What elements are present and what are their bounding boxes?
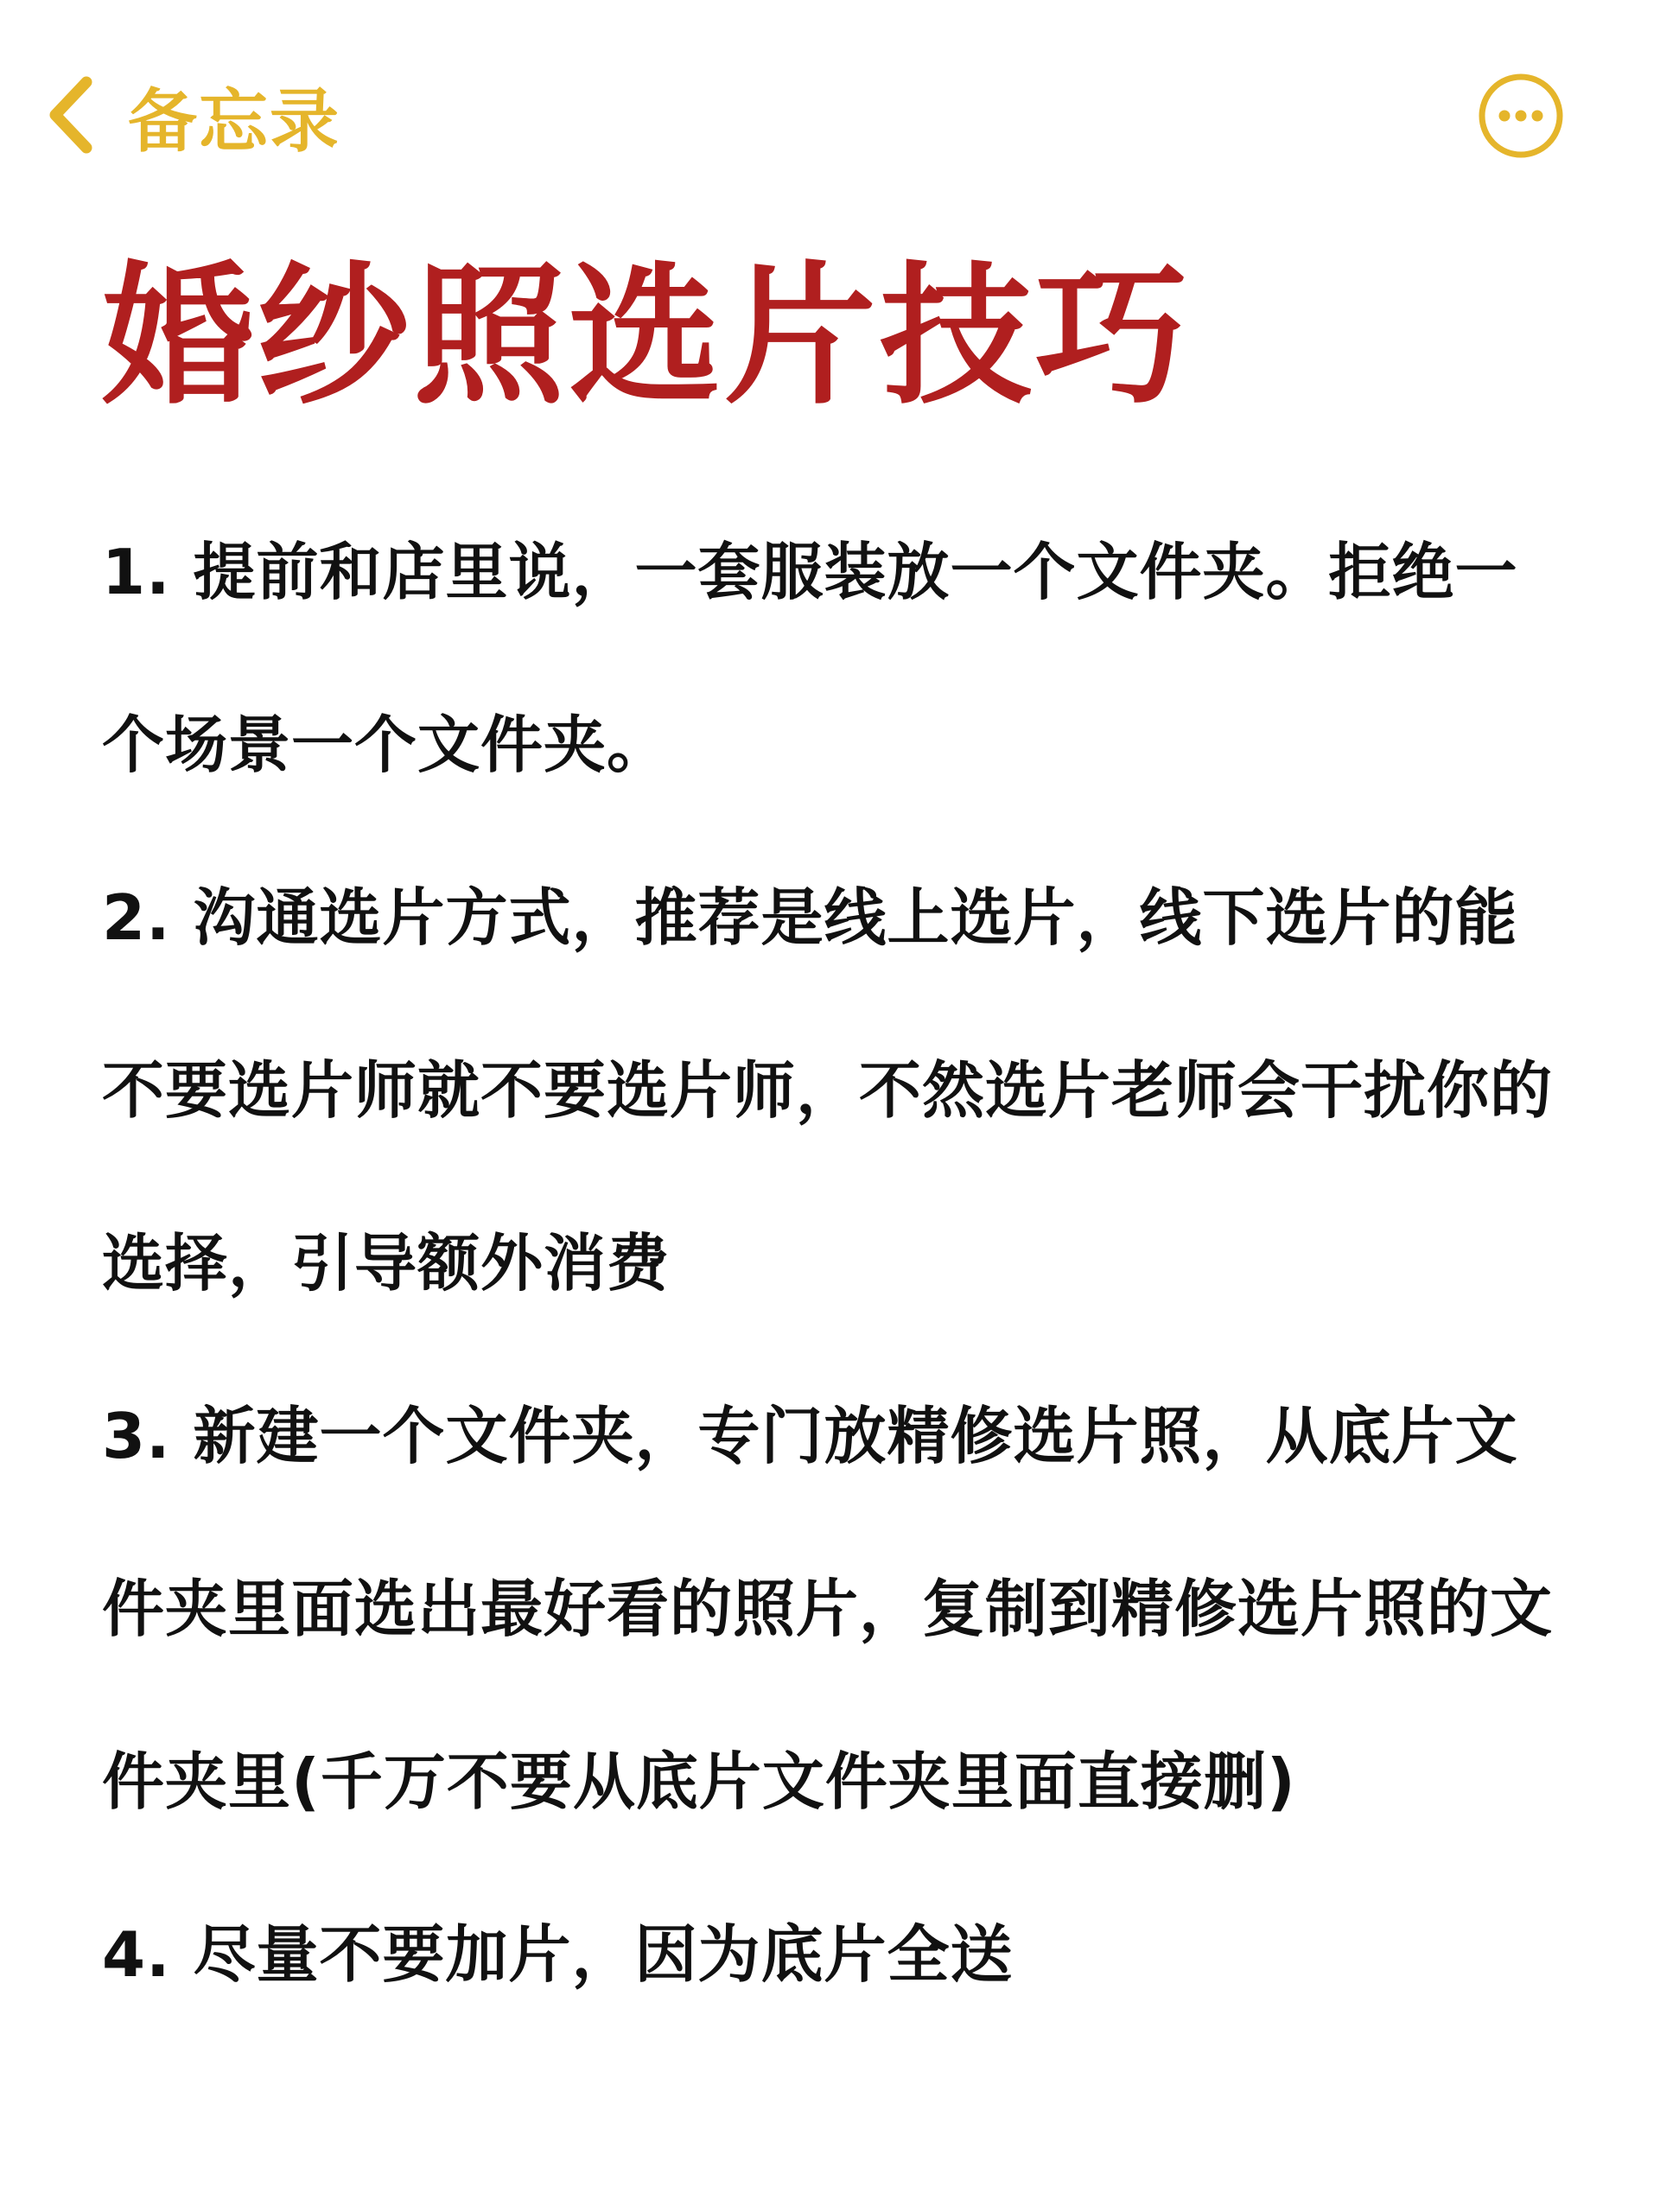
note-paragraph-4: 4. 尽量不要加片，因为底片全送	[102, 1918, 1014, 1991]
note-body	[102, 486, 1571, 2041]
navigation-bar	[0, 52, 1660, 181]
note-paragraph-2: 2. 沟通选片方式，推荐是线上选片，线下选片的能不要选片师就不要选片师，不然选片老师会干扰你的选择，引导额外消费	[102, 881, 1554, 1300]
back-button-label: 备忘录	[128, 80, 340, 162]
more-options-button[interactable]	[1476, 71, 1566, 161]
note-paragraph-1: 1. 提前和店里说，一套服装放一个文件夹。拒绝一个场景一个文件夹。	[102, 536, 1518, 781]
note-paragraph-3: 3. 新建一个文件夹，专门放精修选片照，从底片文件夹里面选出最好看的照片，复制到精修选片照的文件夹里(千万不要从底片文件夹里面直接删)	[102, 1400, 1554, 1818]
note-content[interactable]	[102, 248, 1571, 2041]
ellipsis-circle-icon	[1476, 71, 1566, 161]
chevron-left-icon	[41, 72, 102, 158]
note-title: 婚纱照选片技巧	[102, 248, 1192, 425]
back-button[interactable]	[41, 67, 340, 162]
